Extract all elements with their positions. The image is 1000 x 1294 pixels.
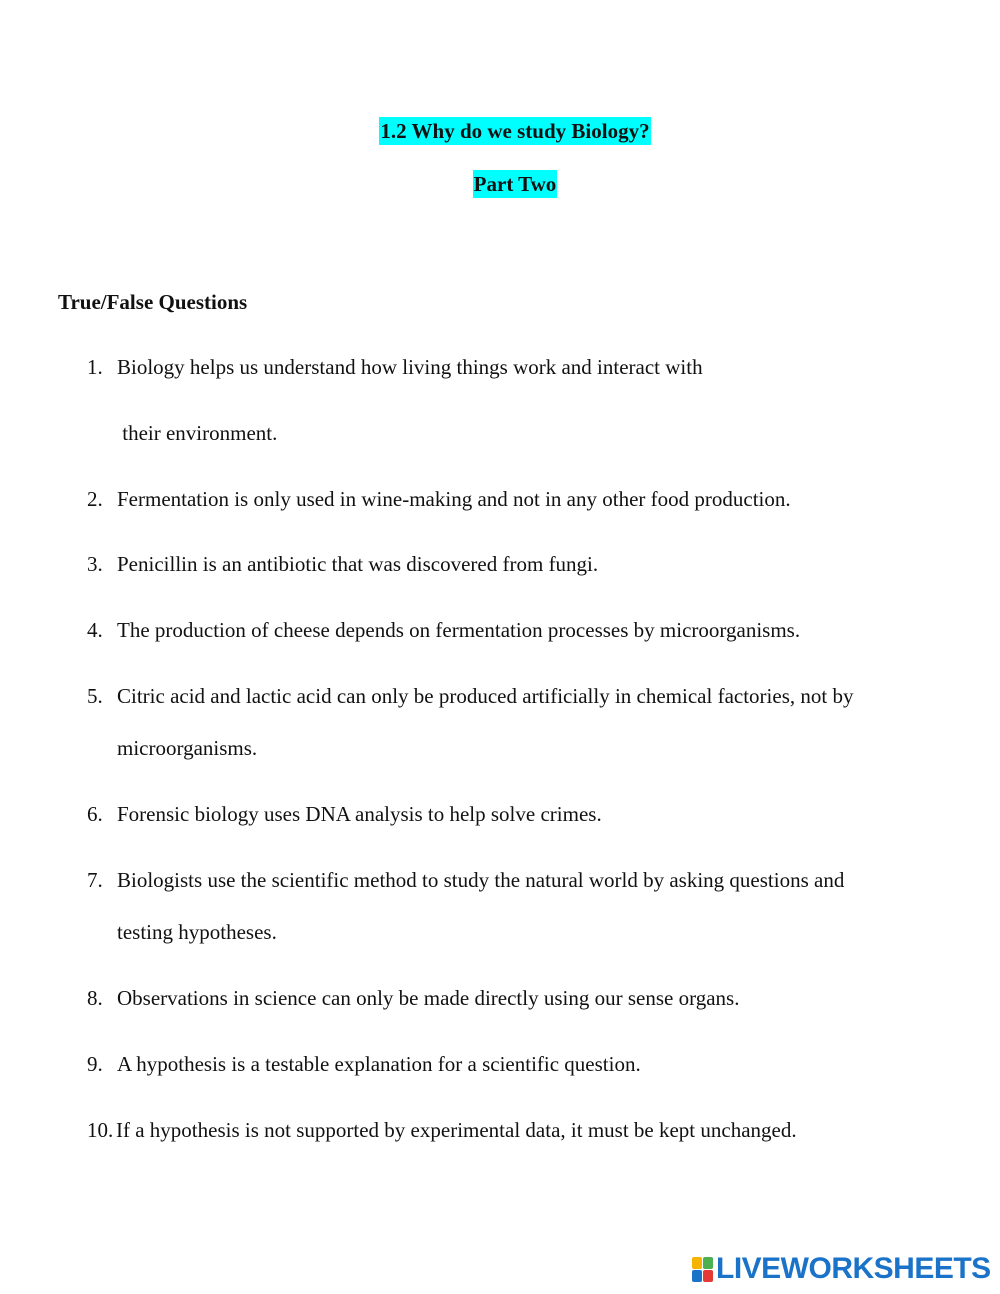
liveworksheets-logo-icon [692,1256,714,1282]
question-number: 2. [87,487,103,511]
worksheet-subtitle-text: Part Two [473,172,557,196]
question-number: 3. [87,552,103,576]
question-text: Citric acid and lactic acid can only be produced artificially in chemical factories, not by [117,684,854,708]
question-text: A hypothesis is a testable explanation for a scientific question. [117,1052,641,1076]
question-number: 4. [87,618,103,642]
question-text: their environment. [117,421,278,445]
question-number: 1. [87,355,103,379]
question-text: The production of cheese depends on fermentation processes by microorganisms. [117,618,801,642]
question-text: testing hypotheses. [117,920,277,944]
worksheet-subtitle [0,172,1000,197]
question-number: 9. [87,1052,103,1076]
worksheet-title-text: 1.2 Why do we study Biology? [380,119,650,143]
section-heading: True/False Questions [58,290,248,314]
question-text: Penicillin is an antibiotic that was discovered from fungi. [117,552,599,576]
worksheet-title [0,119,1000,144]
liveworksheets-logo [692,1254,991,1284]
logo-text: LIVEWORKSHEETS [716,1252,991,1285]
question-number: 10. [87,1118,114,1142]
question-text: microorganisms. [117,736,258,760]
question-text: Biology helps us understand how living things work and interact with [117,355,703,379]
question-text: Fermentation is only used in wine-making and not in any other food production. [117,487,791,511]
question-number: 7. [87,868,103,892]
question-text: Observations in science can only be made directly using our sense organs. [117,986,740,1010]
question-text: Forensic biology uses DNA analysis to help solve crimes. [117,802,602,826]
question-number: 8. [87,986,103,1010]
question-number: 5. [87,684,103,708]
question-text: If a hypothesis is not supported by experimental data, it must be kept unchanged. [116,1118,797,1142]
question-text: Biologists use the scientific method to study the natural world by asking questions and [117,868,845,892]
question-number: 6. [87,802,103,826]
